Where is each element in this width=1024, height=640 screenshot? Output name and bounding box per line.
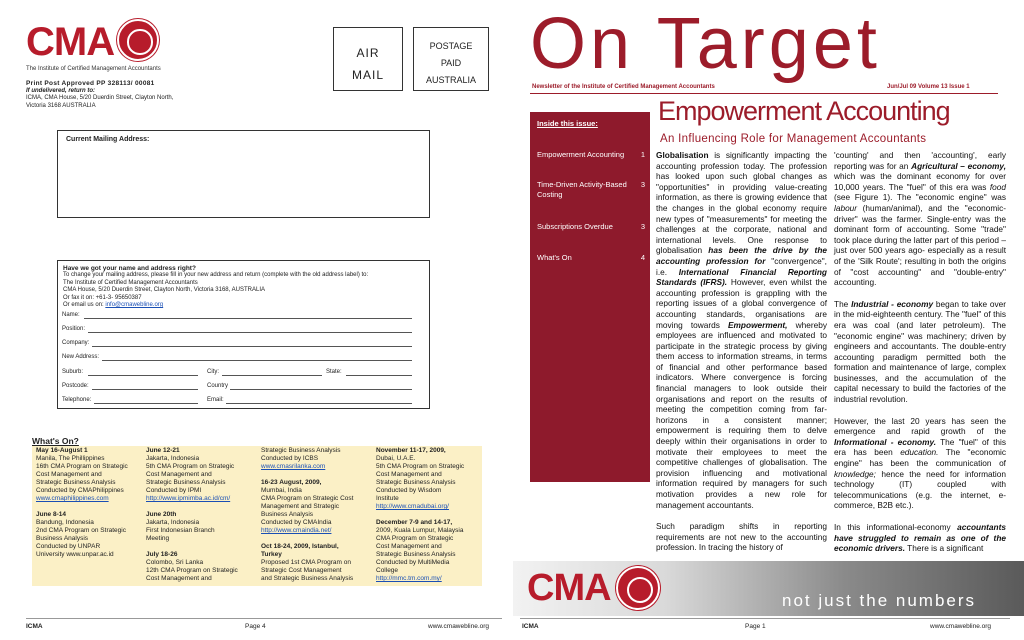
toc-item-time-driven[interactable] xyxy=(537,180,645,200)
col2-text-k: In this informational-economy xyxy=(834,522,951,532)
form-line-2: The Institute of Certified Management Accountants xyxy=(63,279,198,286)
mailing-address-label: Current Mailing Address: xyxy=(66,136,150,143)
col1-text-a: is significantly impacting the accounting profession today. The profession has looked upon such global changes as "opportunities" in providing value-creating information, as there is growing evidence that the changes in the global economy require new types of "measurements" for meeting the challenges at the corporate, national and international levels. One response to globalisation xyxy=(656,150,828,256)
field-new-address-label: New Address: xyxy=(62,354,100,360)
field-postcode-label: Postcode: xyxy=(62,383,89,389)
banner-seal-icon xyxy=(616,566,660,610)
toc-page: 3 xyxy=(640,222,645,231)
form-heading: Have we got your name and address right? xyxy=(63,265,196,272)
event-detail: Proposed 1st CMA Program on xyxy=(261,559,351,566)
event-detail xyxy=(261,535,373,543)
address-form xyxy=(57,260,430,409)
cma-seal-icon xyxy=(117,19,159,61)
col2-text-a: 'counting' and then 'accounting', early reporting was for an xyxy=(834,150,1006,171)
right-footer-page: Page 1 xyxy=(745,623,766,630)
event-detail: Bandung, Indonesia xyxy=(36,519,94,526)
field-telephone-label: Telephone: xyxy=(62,397,92,403)
toc-page: 4 xyxy=(640,253,645,262)
col2-emph-education: education. xyxy=(900,447,939,458)
toc-item-subscriptions[interactable] xyxy=(537,222,645,232)
col2-text-l: There is a significant xyxy=(907,543,984,554)
event-detail: Management and Strategic xyxy=(261,503,340,510)
event-detail: CMA Program on Strategic xyxy=(376,535,454,542)
event-link[interactable]: www.cmaphilippines.com xyxy=(36,495,109,502)
masthead-title: On Target xyxy=(530,4,881,84)
event-date: July 18-26 xyxy=(146,551,178,558)
field-name-label: Name: xyxy=(62,312,80,318)
event-detail: Cost Management and xyxy=(146,471,212,478)
event-detail: 12th CMA Program on Strategic xyxy=(146,567,238,574)
article-title: Empowerment Accounting xyxy=(658,96,950,126)
event-date: 16-23 August, 2009, xyxy=(261,479,322,486)
event-link[interactable]: http://mmc.tm.com.my/ xyxy=(376,575,442,582)
event-detail: University www.unpar.ac.id xyxy=(36,551,114,558)
masthead-rule xyxy=(530,93,998,94)
col1-emph-ifrs: International Financial Reporting Standards (IFRS). xyxy=(656,266,827,288)
event-detail xyxy=(36,503,146,511)
toc-page: 3 xyxy=(640,180,645,189)
form-email-link[interactable]: info@cmawebline.org xyxy=(105,302,164,308)
left-footer-page: Page 4 xyxy=(245,623,266,630)
whats-on-col-2 xyxy=(146,447,258,583)
event-detail: Manila, The Phillippines xyxy=(36,455,105,462)
field-email-label: Email: xyxy=(207,397,224,403)
toc-label: Time-Driven Activity-Based Costing xyxy=(537,180,627,199)
event-detail: Strategic Cost Management xyxy=(261,567,342,574)
event-detail: Mumbai, India xyxy=(261,487,302,494)
event-link[interactable]: http://www.ipmimba.ac.id/cm/ xyxy=(146,495,231,502)
postal-line-2: If undelivered, return to: xyxy=(26,87,96,94)
col2-text-g: However, the last 20 years has seen the emergence and rapid growth of the xyxy=(834,415,1006,437)
event-date: November 11-17, 2009, xyxy=(376,447,446,454)
lead-word: Globalisation xyxy=(656,150,709,160)
postage-box xyxy=(413,27,489,91)
col2-emph-info: Informational - economy. xyxy=(834,436,937,447)
col2-emph-knowledge: knowledge; xyxy=(834,468,876,479)
event-detail: Cost Management and xyxy=(376,543,442,550)
event-detail: Business Analysis xyxy=(261,511,314,518)
event-detail: Strategic Business Analysis xyxy=(261,447,341,454)
field-postcode-input[interactable] xyxy=(92,389,198,390)
col2-text-e: The xyxy=(834,298,849,309)
event-detail: Meeting xyxy=(146,535,170,542)
event-detail: Strategic Business Analysis xyxy=(376,479,456,486)
field-country-input[interactable] xyxy=(230,389,412,390)
postage-line-1: POSTAGE xyxy=(429,41,473,51)
postal-info xyxy=(26,80,286,110)
event-detail xyxy=(376,511,482,519)
left-footer-url[interactable]: www.cmawebline.org xyxy=(428,623,490,630)
newsletter-line: Newsletter of the Institute of Certified Management Accountants xyxy=(532,84,715,90)
field-new-address-input[interactable] xyxy=(102,360,412,361)
right-footer-rule xyxy=(520,618,1010,619)
left-footer-rule xyxy=(26,618,502,619)
field-email-input[interactable] xyxy=(226,403,412,404)
field-suburb-label: Suburb: xyxy=(62,369,84,375)
col1-emph-a: has been the drive by the accounting profession for xyxy=(656,245,827,266)
whats-on-col-4 xyxy=(376,447,482,583)
event-date: Oct 18-24, 2009, Istanbul, xyxy=(261,543,339,550)
col1-text-d: whereby employees are influenced and motivated to participate in the strategic process by giving them access to information streams, in terms of financial and other performance based indicators. Where convergence is forcing financial managers to look outside their organisations and report on the results of meeting the competition coming from far-horizons in a consistent manner; empowerment is requiring them to delve deeply within their organisations in order to motivate their employees to meet the competitive challenges of globalisation. The provision influencing and motivational information required by managers for such motivation provides a new role for management accountants. xyxy=(656,319,827,510)
postal-line-4: Victoria 3168 AUSTRALIA xyxy=(26,102,96,109)
field-position-label: Position: xyxy=(62,326,86,332)
form-line-3: CMA House, 5/20 Duerdin Street, Clayton North, Victoria 3168, AUSTRALIA xyxy=(63,287,265,293)
airmail-line-2: MAIL xyxy=(351,68,384,82)
event-detail xyxy=(146,503,258,511)
whats-on-col-3 xyxy=(261,447,373,583)
field-position-input[interactable] xyxy=(88,332,412,333)
field-state-input[interactable] xyxy=(346,375,412,376)
event-detail: Conducted by IPMI xyxy=(146,487,202,494)
field-country-label: Country xyxy=(207,383,229,389)
form-email-prefix: Or email us on: xyxy=(63,302,106,308)
col1-para-2: Such paradigm shifts in reporting requirements are not new to the accounting profession. In tracing the history of xyxy=(656,521,827,553)
article-subtitle: An Influencing Role for Management Accountants xyxy=(660,133,927,145)
field-city-input[interactable] xyxy=(222,375,322,376)
col2-text-j: hence the need for information technology (IT) coupled with telecommunications (e.g. the internet, e-commerce, B2B etc.). xyxy=(834,468,1006,511)
event-detail: Conducted by CMAPhilippines xyxy=(36,487,124,494)
event-detail: Conducted by ICBS xyxy=(261,455,319,462)
postage-line-2: PAID xyxy=(440,58,462,68)
toc-label: What's On xyxy=(537,253,572,262)
col1-text-b: "convergence", i.e. xyxy=(656,255,827,277)
airmail-line-1: AIR xyxy=(356,46,380,60)
event-detail: Cost Management and xyxy=(376,471,442,478)
event-detail: First Indonesian Branch xyxy=(146,527,215,534)
col2-emph-labour: labour xyxy=(834,202,858,213)
event-detail: Dubai, U.A.E. xyxy=(376,455,416,462)
event-detail: 5th CMA Program on Strategic xyxy=(146,463,235,470)
cma-tagline: The Institute of Certified Management Accountants xyxy=(26,66,161,72)
field-company-input[interactable] xyxy=(92,346,412,347)
event-detail: College xyxy=(376,567,399,574)
event-detail: 2nd CMA Program on Strategic xyxy=(36,527,126,534)
airmail-box xyxy=(333,27,403,91)
article-column-1 xyxy=(656,150,827,553)
event-link[interactable]: www.cmasrilanka.com xyxy=(261,463,326,470)
event-detail: Strategic Business Analysis xyxy=(146,479,226,486)
toc-label: Empowerment Accounting xyxy=(537,150,625,159)
toc-page: 1 xyxy=(640,150,645,159)
right-footer-url[interactable]: www.cmawebline.org xyxy=(930,623,992,630)
event-date: Turkey xyxy=(261,551,282,558)
toc-item-empowerment[interactable] xyxy=(537,150,645,160)
postal-line-1: Print Post Approved PP 328113/ 00081 xyxy=(26,80,155,87)
event-detail: and Strategic Business Analysis xyxy=(261,575,354,582)
event-date: June 20th xyxy=(146,511,177,518)
event-detail xyxy=(146,543,258,551)
event-detail: Conducted by UNPAR xyxy=(36,543,101,550)
event-date: December 7-9 and 14-17, xyxy=(376,519,453,526)
mailing-address-box[interactable] xyxy=(57,130,430,218)
form-line-5 xyxy=(63,302,424,310)
sidebar xyxy=(530,112,650,482)
event-detail: 5th CMA Program on Strategic xyxy=(376,463,465,470)
event-detail: Strategic Business Analysis xyxy=(376,551,456,558)
whats-on-col-1 xyxy=(36,447,146,559)
col2-text-d: (human/animal), and the "economic-driver" was the farmer. Single-entry was the dominant form of accounting. Some "trade" took place during the latter part of this period – just over 500 years ago- especially as a result of the 'Silk Route'; resulting in both the origins of "cost accounting" and "double-entry" accounting. xyxy=(834,202,1006,288)
field-company-label: Company: xyxy=(62,340,90,346)
event-date: June 12-21 xyxy=(146,447,180,454)
col2-text-i: The "economic engine" has been the communication of xyxy=(834,447,1006,469)
col2-text-b: which was the dominant economy for over 10,000 years. The "fuel" of this era was xyxy=(834,171,1006,192)
col2-text-c: (see Figure 1). The "economic engine" was xyxy=(834,192,1006,203)
event-detail: Conducted by Wisdom xyxy=(376,487,442,494)
event-detail: Strategic Business Analysis xyxy=(36,479,116,486)
col1-text-c: However, even whilst the accounting profession is grappling with the reporting issues of a global convergence of accounting standards, organisations are moving towards xyxy=(656,277,827,330)
event-detail: CMA Program on Strategic Cost xyxy=(261,495,354,502)
right-footer-brand: ICMA xyxy=(522,623,539,630)
col2-emph-accountants: accountants have struggled to remain as one of the economic drivers. xyxy=(834,522,1006,554)
field-name-input[interactable] xyxy=(84,318,412,319)
event-detail: 2009, Kuala Lumpur, Malaysia xyxy=(376,527,464,534)
event-detail: Conducted by MultiMedia xyxy=(376,559,450,566)
postal-line-3: ICMA, CMA House, 5/20 Duerdin Street, Clayton North, xyxy=(26,95,174,101)
event-detail: Institute xyxy=(376,495,399,502)
form-line-4: Or fax it on: +61-3- 95650387 xyxy=(63,294,142,301)
col1-emph-empowerment: Empowerment, xyxy=(728,319,788,330)
event-detail: Cost Management and xyxy=(146,575,212,582)
toc-item-whats-on[interactable] xyxy=(537,253,645,263)
cma-logo: CMA xyxy=(26,20,115,64)
event-detail: Jakarta, Indonesia xyxy=(146,519,200,526)
event-detail: Colombo, Sri Lanka xyxy=(146,559,204,566)
event-detail: Business Analysis xyxy=(36,535,89,542)
article-column-2 xyxy=(834,150,1006,554)
event-detail: Jakarta, Indonesia xyxy=(146,455,200,462)
issue-line: Jun/Jul 09 Volume 13 Issue 1 xyxy=(887,84,970,90)
col2-text-h: The "fuel" of this era has been xyxy=(834,436,1007,458)
col2-text-f: began to take over in the mid-eighteenth century. The "fuel" of this era was coal (and later petroleum). The "economic engine" was machinery; driven by engineers and accountants. The double-entry accounting paradigm permitted both the formation and maintenance of large, complex businesses, and the accumulation of the capital necessary to build the factories of the industrial revolution. xyxy=(834,298,1006,405)
col2-emph-food: food xyxy=(989,181,1006,192)
banner-cma-logo: CMA xyxy=(527,567,611,609)
toc-label: Subscriptions Overdue xyxy=(537,222,613,231)
event-link[interactable]: http://www.cmaindia.net/ xyxy=(261,527,332,534)
event-detail: 16th CMA Program on Strategic xyxy=(36,463,128,470)
event-date: June 8-14 xyxy=(36,511,66,518)
whats-on-title: What's On? xyxy=(32,436,79,446)
event-detail xyxy=(261,471,373,479)
banner-slogan: not just the numbers xyxy=(782,591,977,610)
event-date: May 16-August 1 xyxy=(36,447,88,454)
left-footer-brand: ICMA xyxy=(26,623,43,630)
col2-emph-industrial: Industrial - economy xyxy=(851,298,934,309)
col2-emph-agri: Agricultural – economy, xyxy=(911,160,1006,171)
event-link[interactable]: http://www.cmadubai.org/ xyxy=(376,503,449,510)
field-state-label: State: xyxy=(326,369,342,375)
sidebar-heading: Inside this issue: xyxy=(537,119,598,128)
form-line-1: To change your mailing address, please fill in your new address and return (complete with the old address label) to: xyxy=(63,272,369,278)
field-suburb-input[interactable] xyxy=(88,375,198,376)
field-city-label: City: xyxy=(207,369,219,375)
event-detail: Conducted by CMAIndia xyxy=(261,519,332,526)
field-telephone-input[interactable] xyxy=(94,403,198,404)
event-detail: Cost Management and xyxy=(36,471,102,478)
postage-line-3: AUSTRALIA xyxy=(425,75,476,85)
